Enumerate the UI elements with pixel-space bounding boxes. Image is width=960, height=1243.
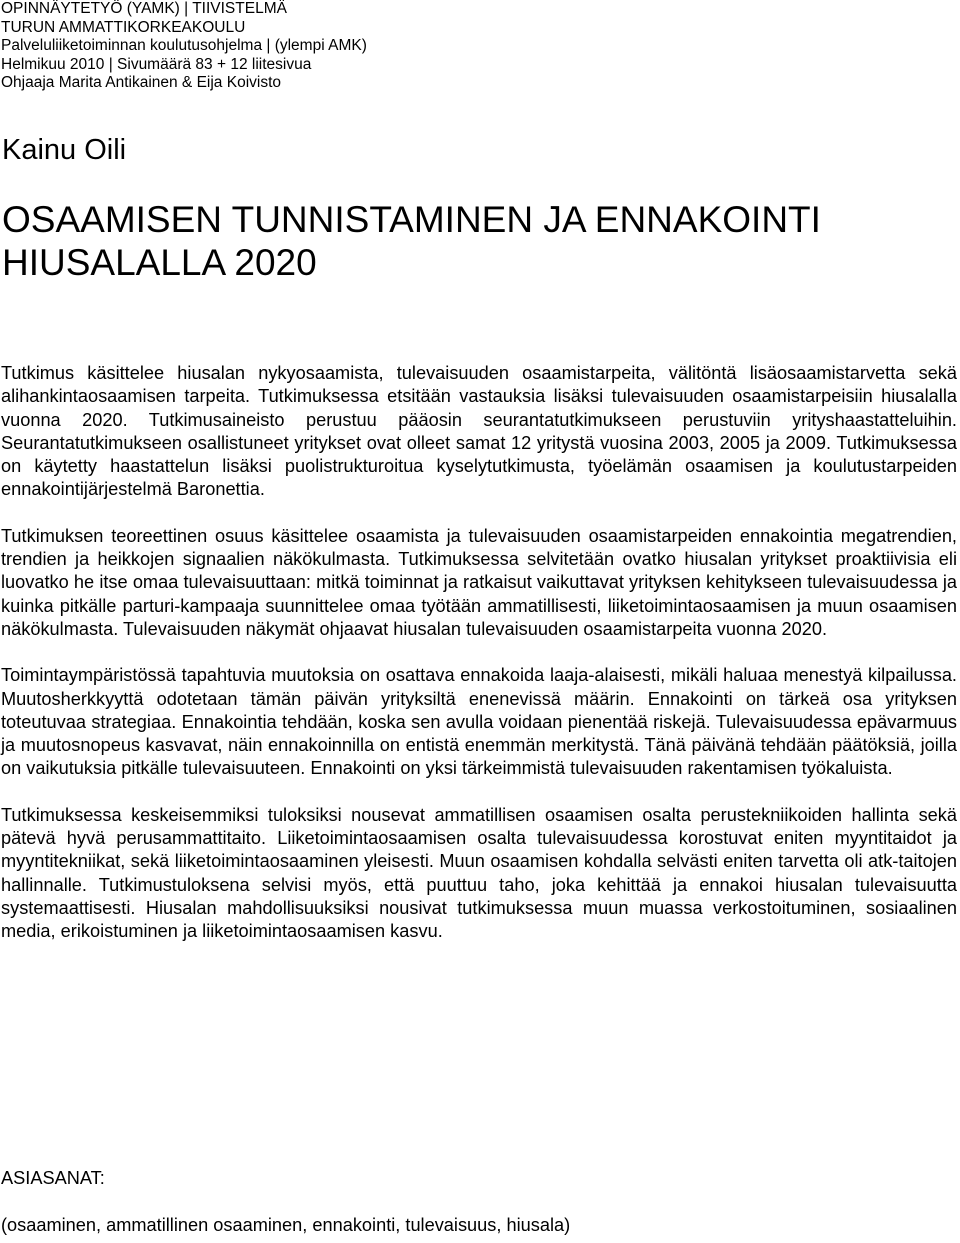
keywords-label: ASIASANAT: [1, 1168, 105, 1188]
abstract-body [1, 362, 957, 944]
supervisor-line: Ohjaaja Marita Antikainen & Eija Koivisto [1, 74, 282, 91]
title-line-2: HIUSALALLA 2020 [2, 242, 317, 283]
degree-programme-line: Palveluliiketoiminnan koulutusohjelma | (ylempi AMK) [1, 37, 367, 54]
abstract-paragraph-3: Toimintaympäristössä tapahtuvia muutoksia on osattava ennakoida laaja-alaisesti, mikäli haluaa menestyä kilpailussa. Muutosherkkyyttä odotetaan tämän päivän yrityksiltä enenevissä määrin. Ennakointi on tärkeä osa yrityksen toteutuvaa strategiaa. Ennakointia tehdään, koska sen avulla voidaan pienentää riskejä. Tulevaisuudessa epävarmuus ja muutosnopeus kasvavat, näin ennakoinnilla on entistä enemmän merkitystä. Tänä päivänä tehdään päätöksiä, joilla on vaikutuksia pitkälle tulevaisuuteen. Ennakointi on yksi tärkeimmistä tulevaisuuden rakentamisen työkaluista. [1, 665, 957, 779]
keywords-values: (osaaminen, ammatillinen osaaminen, ennakointi, tulevaisuus, hiusala) [1, 1215, 571, 1235]
thesis-title [2, 198, 821, 284]
date-pages-line: Helmikuu 2010 | Sivumäärä 83 + 12 liitesivua [1, 55, 312, 73]
author-name: Kainu Oili [2, 134, 127, 166]
abstract-paragraph-1: Tutkimus käsittelee hiusalan nykyosaamista, tulevaisuuden osaamistarpeita, välitöntä lisäosaamistarvetta sekä alihankintaosaamisen tarpeita. Tutkimuksessa etsitään vastauksia lisäksi tulevaisuuden osaamistarpeisiin hiusalalla vuonna 2020. Tutkimusaineisto perustuu pääosin seurantatutkimukseen perustuviin yrityshaastatteluihin. Seurantatutkimukseen osallistuneet yritykset ovat olleet samat 12 yritystä vuosina 2003, 2005 ja 2009. Tutkimuksessa on käytetty haastattelun lisäksi puolistrukturoitua kyselytutkimusta, työelämän osaamisen ja koulutustarpeiden ennakointijärjestelmä Baronettia. [1, 363, 957, 500]
abstract-paragraph-4: Tutkimuksessa keskeisemmiksi tuloksiksi nousevat ammatillisen osaamisen osalta perustekniikoiden hallinta sekä pätevä hyvä perusammattitaito. Liiketoimintaosaamisen osalta tulevaisuudessa korostuvat eniten myyntitaidot ja myyntitekniikat, sekä liiketoimintaosaaminen yleisesti. Muun osaamisen kohdalla selvästi eniten tarvetta oli atk-taitojen hallinnalle. Tutkimustuloksena selvisi myös, että puuttuu taho, joka kehittää ja ennakoi hiusalan tulevaisuutta systemaattisesti. Hiusalan mahdollisuuksiksi nousivat tutkimuksessa muun muassa verkostoituminen, sosiaalinen media, erikoistuminen ja liiketoimintaosaamisen kasvu. [1, 804, 957, 942]
document-header [1, 0, 941, 93]
abstract-paragraph-2: Tutkimuksen teoreettinen osuus käsittelee osaamista ja tulevaisuuden osaamistarpeiden ennakointia megatrendien, trendien ja heikkojen signaalien näkökulmasta. Tutkimuksessa selvitetään ovatko hiusalan yritykset proaktiivisia eli luovatko he itse omaa tulevaisuuttaan: mitkä toiminnat ja ratkaisut vaikuttavat yrityksen kehitykseen tulevaisuudessa ja kuinka pitkälle parturi-kampaaja suunnittelee omaa työtään ammatillisesti, liiketoimintaosaamisen ja muun osaamisen näkökulmasta. Tulevaisuuden näkymät ohjaavat hiusalan tulevaisuuden osaamistarpeita vuonna 2020. [1, 525, 957, 639]
thesis-type-line: OPINNÄYTETYÖ (YAMK) | TIIVISTELMÄ [1, 0, 287, 17]
title-line-1: OSAAMISEN TUNNISTAMINEN JA ENNAKOINTI [2, 199, 821, 240]
institution-line: TURUN AMMATTIKORKEAKOULU [1, 18, 246, 36]
